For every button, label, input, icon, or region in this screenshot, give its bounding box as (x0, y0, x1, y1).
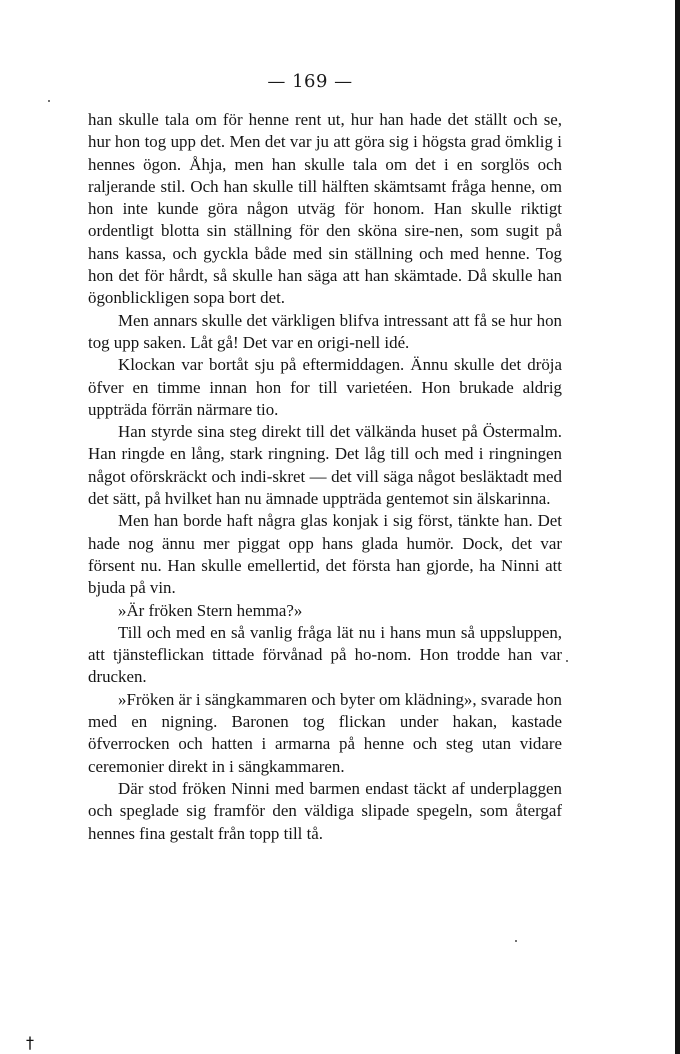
paragraph: Till och med en så vanlig fråga lät nu i hans mun så uppsluppen, att tjänsteflickan tittade förvånad på ho-nom. Hon trodde han var drucken. (88, 622, 562, 687)
paragraph: »Fröken är i sängkammaren och byter om klädning», svarade hon med en nigning. Baronen tog flickan under hakan, kastade öfverrocken och hatten i armarna på henne och steg utan vidare ceremonier direkt in i sängkammaren. (88, 689, 562, 776)
page-number: — 169 — (267, 71, 353, 92)
paragraph: Han styrde sina steg direkt till det välkända huset på Östermalm. Han ringde en lång, stark ringning. Det låg till och med i ringningen något oförskräckt och indi-skret — det vill säga något besläktadt med det sätt, på hvilket han nu ämnade uppträda gentemot sin älskarinna. (88, 422, 562, 509)
body-text (88, 109, 562, 845)
scan-edge (675, 0, 680, 1054)
paragraph: Men annars skulle det värkligen blifva intressant att få se hur hon tog upp saken. Låt gå! Det var en origi-nell idé. (88, 310, 562, 352)
scan-speck (48, 100, 50, 102)
scan-speck (515, 940, 517, 942)
scan-speck (566, 660, 568, 662)
paragraph: Där stod fröken Ninni med barmen endast täckt af underplaggen och speglade sig framför den väldiga slipade spegeln, som återgaf hennes fina gestalt från topp till tå. (88, 778, 562, 843)
paragraph: Men han borde haft några glas konjak i sig först, tänkte han. Det hade nog ännu mer piggat opp hans glada humör. Dock, det var försent nu. Han skulle emellertid, det första han gjorde, ha Ninni att bjuda på vin. (88, 511, 562, 598)
paragraph: »Är fröken Stern hemma?» (118, 600, 303, 620)
corner-mark-icon: † (26, 1033, 34, 1052)
paragraph: Klockan var bortåt sju på eftermiddagen. Ännu skulle det dröja öfver en timme innan hon for till varietéen. Hon brukade aldrig uppträda förrän närmare tio. (88, 355, 562, 419)
paragraph: han skulle tala om för henne rent ut, hur han hade det ställt och se, hur hon tog upp det. Men det var ju att göra sig i högsta grad ömklig i hennes ögon. Åhja, men han skulle tala om det i en sorglös och raljerande stil. Och han skulle till hälften skämtsamt fråga henne, om hon inte kunde göra någon utväg för honom. Han skulle riktigt ordentligt blotta sin ställning för den sköna sire-nen, som sugit på hans kassa, och gyckla både med sin ställning och med henne. Tog hon det för hårdt, så skulle han säga att han skämtade. Då skulle han ögonblickligen sopa bort det. (88, 110, 562, 308)
